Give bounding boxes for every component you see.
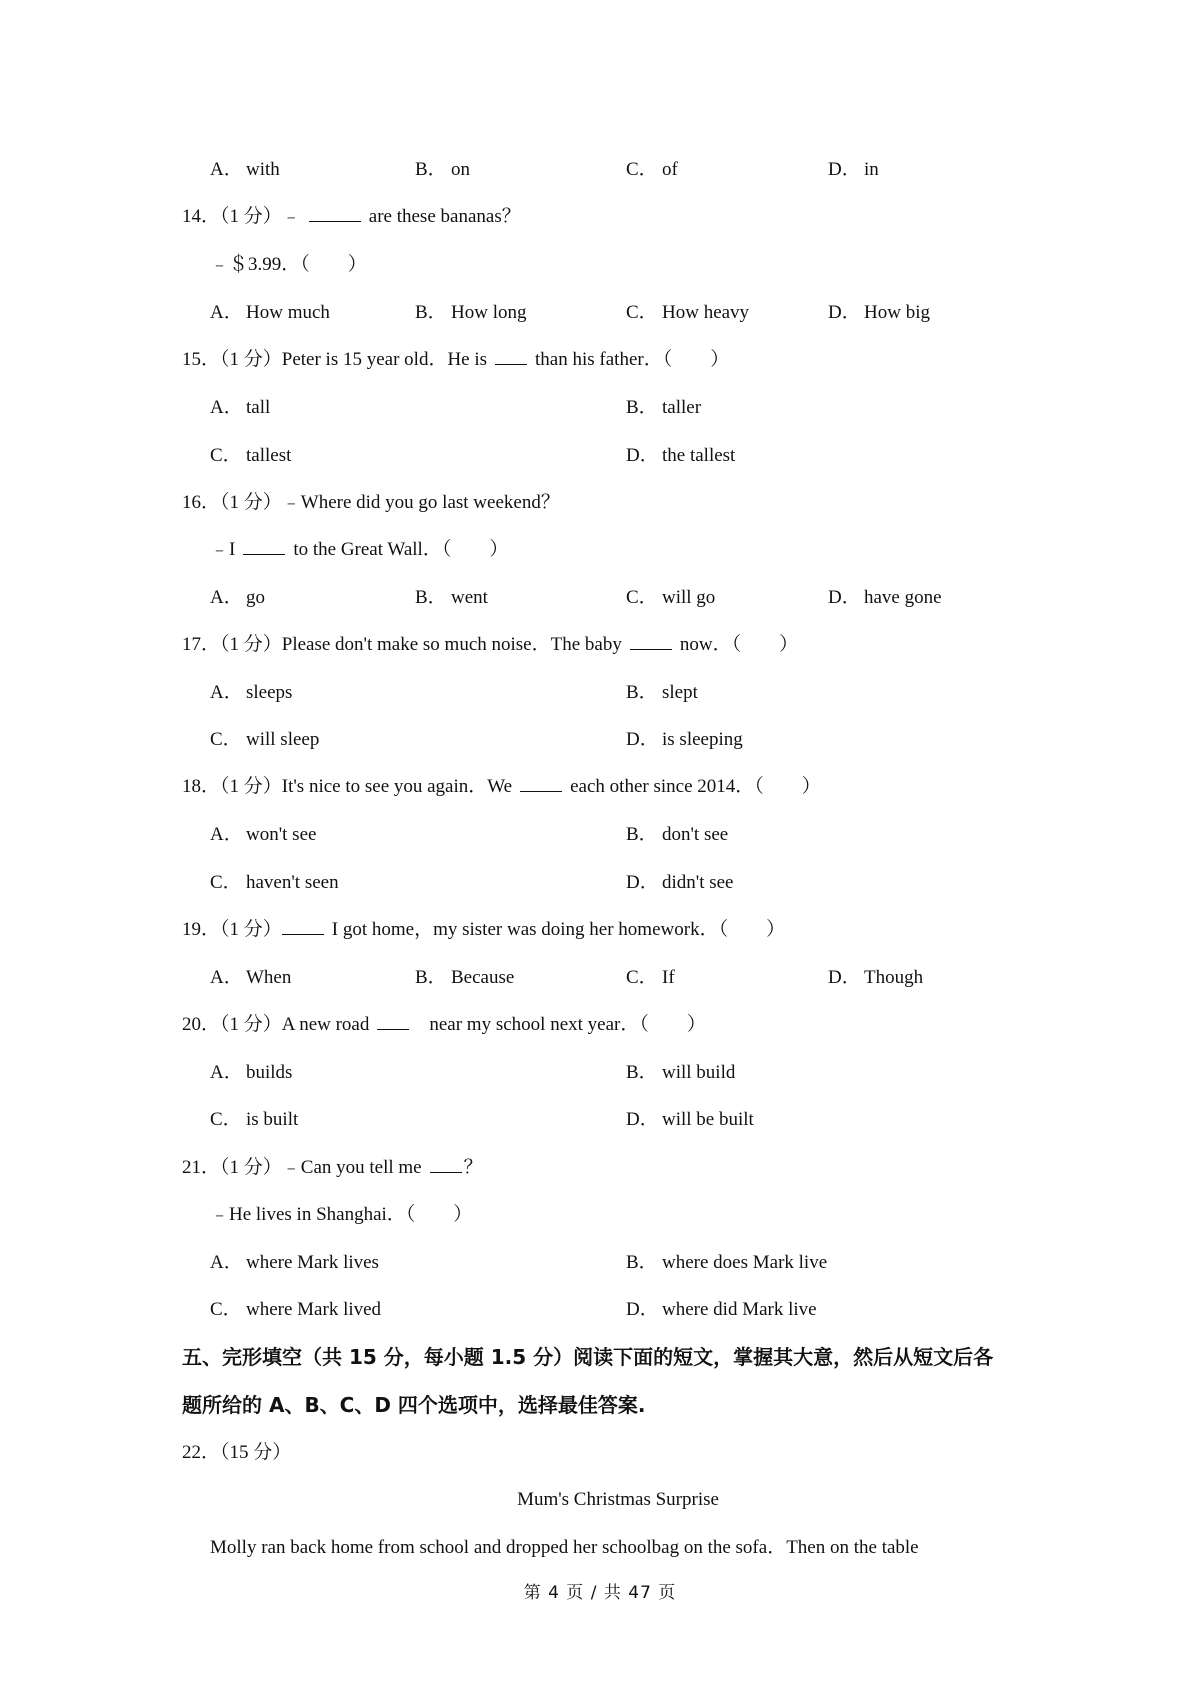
- q18-option-d: D． didn't see: [626, 872, 734, 893]
- q13-option-b: B． on: [415, 159, 470, 180]
- page-footer: 第 4 页 / 共 47 页: [523, 1583, 677, 1603]
- answer-blank: [282, 917, 324, 935]
- q18-option-c: C． haven't seen: [210, 872, 339, 893]
- passage-title: Mum's Christmas Surprise: [517, 1489, 719, 1510]
- q20-option-a: A． builds: [210, 1062, 293, 1083]
- answer-blank: [243, 537, 285, 555]
- answer-blank: [377, 1012, 409, 1030]
- q20-stem: 20．（1 分）A new road near my school next year．（ ）: [182, 1014, 706, 1035]
- q15-option-b: B． taller: [626, 397, 702, 418]
- passage-paragraph: Molly ran back home from school and dropped her schoolbag on the sofa．Then on the table: [210, 1537, 919, 1558]
- q16-option-a: A． go: [210, 587, 265, 608]
- q19-option-d: D． Though: [828, 967, 924, 988]
- q16-line2: ﹣I to the Great Wall．（ ）: [210, 539, 509, 560]
- q20-option-b: B． will build: [626, 1062, 736, 1083]
- q16-option-c: C． will go: [626, 587, 716, 608]
- q15-stem: 15．（1 分）Peter is 15 year old．He is than his father．（ ）: [182, 349, 730, 370]
- answer-blank: [495, 347, 527, 365]
- q19-stem: 19．（1 分） I got home，my sister was doing her homework．（ ）: [182, 919, 786, 940]
- q13-option-d: D． in: [828, 159, 879, 180]
- q21-answer: ﹣He lives in Shanghai．（ ）: [210, 1204, 473, 1225]
- answer-blank: [520, 774, 562, 792]
- q21-option-d: D． where did Mark live: [626, 1299, 817, 1320]
- q13-option-a: A． with: [210, 159, 280, 180]
- q16-option-d: D． have gone: [828, 587, 942, 608]
- q18-option-a: A． won't see: [210, 824, 317, 845]
- q13-option-c: C． of: [626, 159, 678, 180]
- q21-option-b: B． where does Mark live: [626, 1252, 828, 1273]
- q18-option-b: B． don't see: [626, 824, 729, 845]
- q16-option-b: B． went: [415, 587, 488, 608]
- q19-option-b: B． Because: [415, 967, 515, 988]
- q14-option-a: A． How much: [210, 302, 330, 323]
- q14-stem: 14．（1 分）﹣ are these bananas？: [182, 206, 521, 227]
- q17-option-d: D． is sleeping: [626, 729, 743, 750]
- q17-option-a: A． sleeps: [210, 682, 293, 703]
- q21-stem: 21．（1 分）﹣Can you tell me ？: [182, 1157, 483, 1178]
- q21-option-c: C． where Mark lived: [210, 1299, 382, 1320]
- q14-option-d: D． How big: [828, 302, 930, 323]
- q15-option-d: D． the tallest: [626, 445, 736, 466]
- q15-option-a: A． tall: [210, 397, 271, 418]
- q22-number: 22．（15 分）: [182, 1442, 292, 1463]
- q20-option-d: D． will be built: [626, 1109, 754, 1130]
- section5-heading-line1: 五、完形填空（共 15 分，每小题 1.5 分）阅读下面的短文，掌握其大意，然后从短文后各: [182, 1345, 994, 1369]
- q19-option-a: A． When: [210, 967, 292, 988]
- q19-option-c: C． If: [626, 967, 675, 988]
- q20-option-c: C． is built: [210, 1109, 299, 1130]
- q17-stem: 17．（1 分）Please don't make so much noise．The baby now．（ ）: [182, 634, 799, 655]
- q21-option-a: A． where Mark lives: [210, 1252, 379, 1273]
- q18-stem: 18．（1 分）It's nice to see you again．We each other since 2014．（ ）: [182, 776, 821, 797]
- q16-stem: 16．（1 分）﹣Where did you go last weekend？: [182, 492, 560, 513]
- answer-blank: [309, 204, 361, 222]
- q17-option-b: B． slept: [626, 682, 698, 703]
- answer-blank: [630, 632, 672, 650]
- q14-option-b: B． How long: [415, 302, 527, 323]
- q14-option-c: C． How heavy: [626, 302, 750, 323]
- q15-option-c: C． tallest: [210, 445, 292, 466]
- answer-blank: [430, 1155, 462, 1173]
- section5-heading-line2: 题所给的 A、B、C、D 四个选项中，选择最佳答案.: [182, 1393, 646, 1417]
- q14-answer: ﹣＄3.99．（ ）: [210, 254, 367, 275]
- q17-option-c: C． will sleep: [210, 729, 320, 750]
